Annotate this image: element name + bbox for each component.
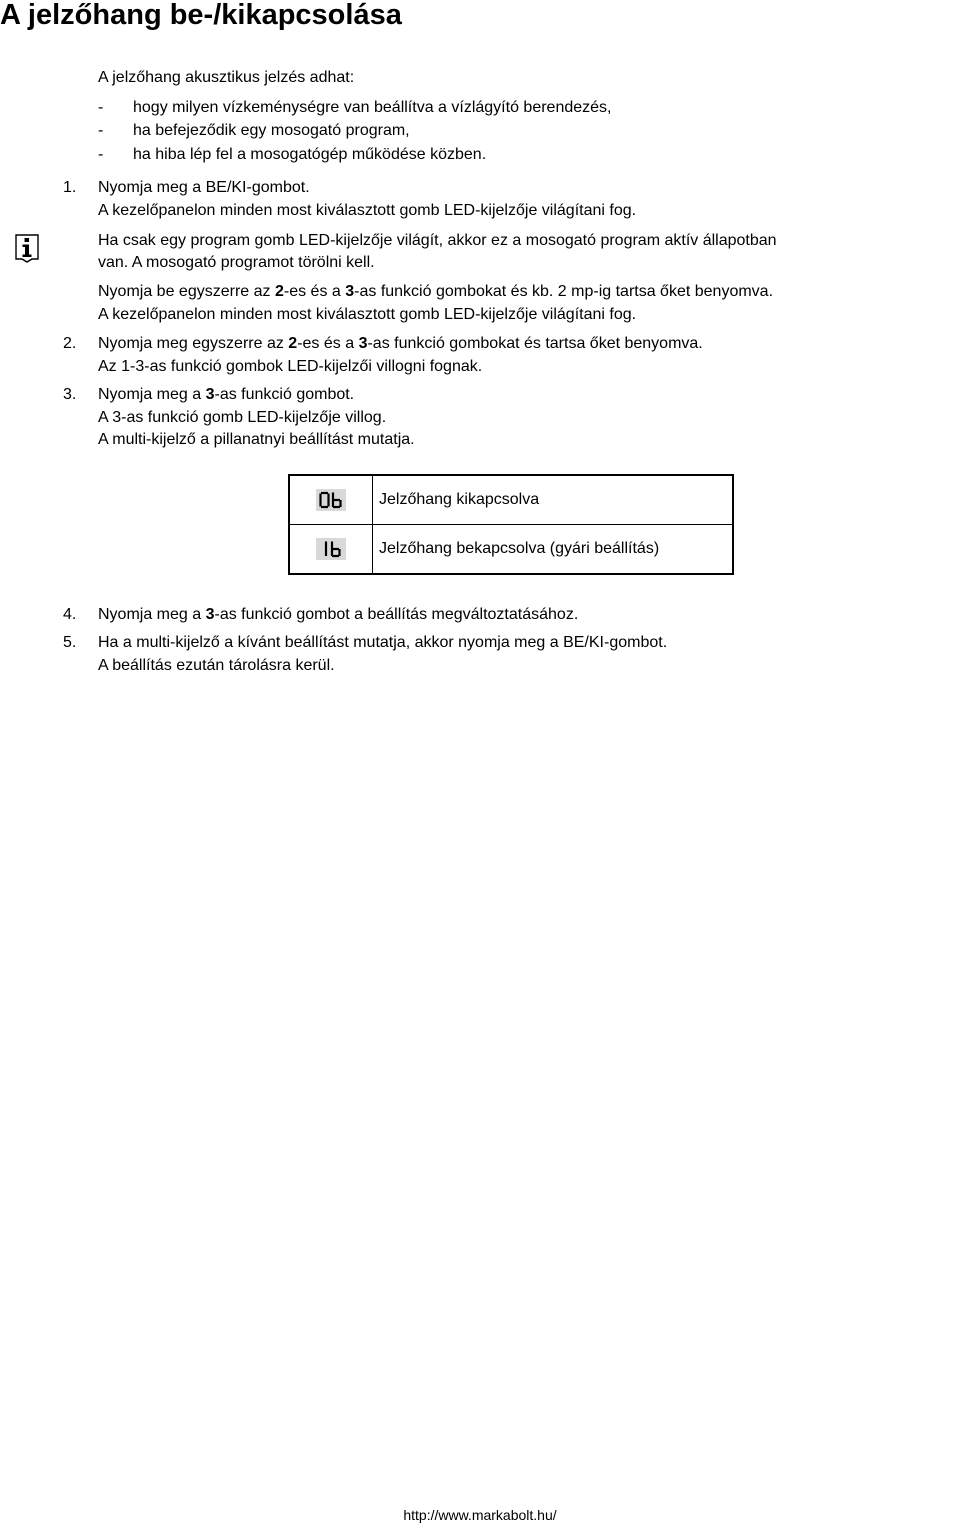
display-cell [289, 525, 373, 575]
text-fragment: Nyomja be egyszerre az [98, 283, 275, 300]
intro-text: A jelzőhang akusztikus jelzés adhat: [98, 69, 355, 86]
button-number: 2 [288, 335, 298, 352]
settings-table [288, 474, 734, 575]
table-row [289, 525, 733, 575]
text-fragment: Nyomja meg a [98, 386, 206, 403]
info-icon [14, 233, 40, 263]
text-fragment: -as funkció gombot. [214, 386, 355, 403]
text-fragment: Nyomja meg egyszerre az [98, 335, 289, 352]
text-fragment: -es és a [283, 283, 346, 300]
button-number: 3 [358, 335, 368, 352]
table-row [289, 475, 733, 525]
step-number: 2. [63, 335, 77, 352]
note-text: A kezelőpanelon minden most kiválasztott gomb LED-kijelzője világítani fog. [98, 306, 637, 323]
step-text: Ha a multi-kijelző a kívánt beállítást mutatja, akkor nyomja meg a BE/KI-gombot. [98, 634, 668, 651]
note-text: Ha csak egy program gomb LED-kijelzője világít, akkor ez a mosogató program aktív állapotban [98, 232, 777, 249]
display-0b-icon [316, 489, 346, 511]
button-number: 3 [205, 386, 215, 403]
button-number: 3 [345, 283, 355, 300]
page-title: A jelzőhang be-/kikapcsolása [0, 0, 402, 31]
step-text [98, 385, 354, 405]
text-fragment: Nyomja meg a [98, 606, 206, 623]
step-text: A beállítás ezután tárolásra kerül. [98, 657, 335, 674]
text-fragment: -as funkció gombokat és kb. 2 mp-ig tartsa őket benyomva. [354, 283, 774, 300]
bullet-marker: - [98, 146, 104, 163]
step-text [98, 605, 578, 625]
step-text: Az 1-3-as funkció gombok LED-kijelzői villogni fognak. [98, 358, 483, 375]
step-text: A kezelőpanelon minden most kiválasztott gomb LED-kijelzője világítani fog. [98, 202, 637, 219]
button-number: 3 [205, 606, 215, 623]
setting-label: Jelzőhang bekapcsolva (gyári beállítás) [373, 525, 734, 575]
text-fragment: -es és a [297, 335, 359, 352]
setting-label: Jelzőhang kikapcsolva [373, 475, 734, 525]
text-fragment: -as funkció gombokat és tartsa őket benyomva. [367, 335, 703, 352]
bullet-item: ha befejeződik egy mosogató program, [133, 122, 410, 139]
step-text: Nyomja meg a BE/KI-gombot. [98, 179, 310, 196]
step-text: A multi-kijelző a pillanatnyi beállítást mutatja. [98, 431, 415, 448]
step-number: 5. [63, 634, 77, 651]
display-cell [289, 475, 373, 525]
note-text: van. A mosogató programot törölni kell. [98, 254, 375, 271]
button-number: 2 [274, 283, 284, 300]
step-number: 3. [63, 386, 77, 403]
note-instruction [98, 282, 773, 302]
footer-url: http://www.markabolt.hu/ [403, 1507, 557, 1523]
bullet-item: hogy milyen vízkeménységre van beállítva a vízlágyító berendezés, [133, 99, 612, 116]
step-text: A 3-as funkció gomb LED-kijelzője villog. [98, 409, 387, 426]
text-fragment: -as funkció gombot a beállítás megváltoztatásához. [214, 606, 579, 623]
bullet-item: ha hiba lép fel a mosogatógép működése közben. [133, 146, 487, 163]
step-number: 4. [63, 606, 77, 623]
step-text [98, 334, 703, 354]
step-number: 1. [63, 179, 77, 196]
bullet-marker: - [98, 99, 104, 116]
bullet-marker: - [98, 122, 104, 139]
display-1b-icon [316, 538, 346, 560]
